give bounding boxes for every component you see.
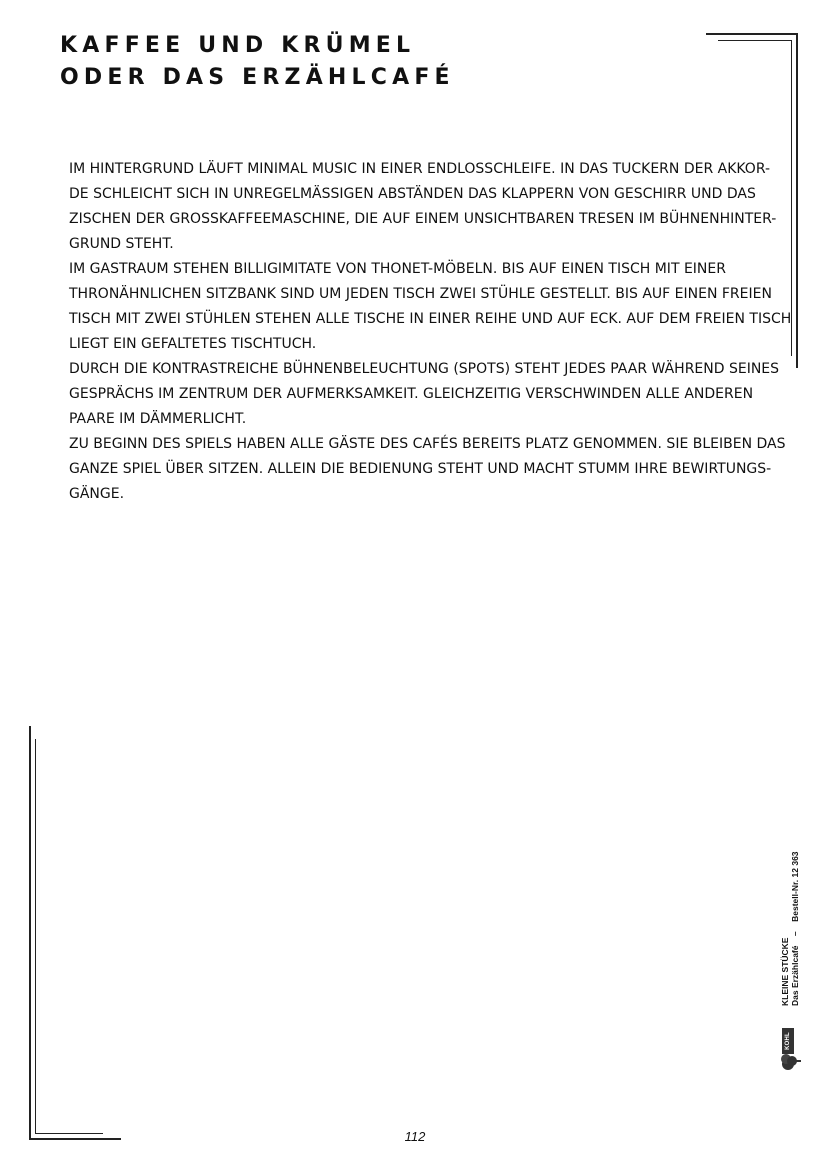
- publisher-logo-text: KOHL VERLAG: [782, 1028, 794, 1054]
- page-number: 112: [404, 1129, 426, 1144]
- body-line: GÄNGE.: [69, 486, 125, 502]
- body-line: IM HINTERGRUND LÄUFT MINIMAL MUSIC IN EINER ENDLOSSCHLEIFE. IN DAS TUCKERN DER AKKOR-: [69, 161, 771, 177]
- body-line: DE SCHLEICHT SICH IN UNREGELMÄSSIGEN ABSTÄNDEN DAS KLAPPERN VON GESCHIRR UND DAS: [69, 186, 756, 202]
- publisher-logo: [779, 1028, 801, 1072]
- page-title: [60, 30, 455, 94]
- side-imprint: [776, 812, 804, 1072]
- imprint-series: KLEINE STÜCKE: [780, 937, 790, 1006]
- corner-rule-top-vertical-outer: [796, 33, 798, 368]
- body-line: GANZE SPIEL ÜBER SITZEN. ALLEIN DIE BEDIENUNG STEHT UND MACHT STUMM IHRE BEWIRTUNGS-: [69, 461, 772, 477]
- body-line: THRONÄHNLICHEN SITZBANK SIND UM JEDEN TISCH ZWEI STÜHLE GESTELLT. BIS AUF EINEN FREIEN: [69, 286, 772, 302]
- imprint-text: [780, 851, 800, 1006]
- body-line: GRUND STEHT.: [69, 236, 174, 252]
- body-line: DURCH DIE KONTRASTREICHE BÜHNENBELEUCHTUNG (SPOTS) STEHT JEDES PAAR WÄHREND SEINES: [69, 361, 780, 377]
- corner-rule-bottom-vertical-inner: [35, 739, 36, 1134]
- body-line: LIEGT EIN GEFALTETES TISCHTUCH.: [69, 336, 317, 352]
- body-line: IM GASTRAUM STEHEN BILLIGIMITATE VON THONET-MÖBELN. BIS AUF EINEN TISCH MIT EINER: [69, 261, 726, 277]
- corner-rule-bottom-horizontal-outer: [29, 1138, 121, 1140]
- body-line: ZISCHEN DER GROSSKAFFEEMASCHINE, DIE AUF EINEM UNSICHTBAREN TRESEN IM BÜHNENHINTER-: [69, 211, 777, 227]
- corner-rule-top-horizontal-inner: [718, 40, 792, 41]
- body-text: [69, 157, 792, 507]
- corner-rule-bottom-vertical-outer: [29, 726, 31, 1139]
- corner-rule-top-horizontal-outer: [706, 33, 797, 35]
- body-line: PAARE IM DÄMMERLICHT.: [69, 411, 247, 427]
- title-line-2: ODER DAS ERZÄHLCAFÉ: [60, 65, 455, 90]
- body-line: ZU BEGINN DES SPIELS HABEN ALLE GÄSTE DES CAFÉS BEREITS PLATZ GENOMMEN. SIE BLEIBEN DAS: [69, 436, 786, 452]
- imprint-separator: –: [790, 931, 800, 937]
- corner-rule-top-vertical-inner: [791, 40, 792, 356]
- order-number: Bestell-Nr. 12 363: [790, 851, 800, 922]
- body-line: GESPRÄCHS IM ZENTRUM DER AUFMERKSAMKEIT. GLEICHZEITIG VERSCHWINDEN ALLE ANDEREN: [69, 386, 754, 402]
- corner-rule-bottom-horizontal-inner: [35, 1133, 103, 1134]
- imprint-title-line: [790, 851, 800, 1006]
- body-line: TISCH MIT ZWEI STÜHLEN STEHEN ALLE TISCHE IN EINER REIHE UND AUF ECK. AUF DEM FREIEN TISCH: [69, 311, 792, 327]
- title-line-1: KAFFEE UND KRÜMEL: [60, 33, 416, 58]
- imprint-title: Das Erzählcafé: [790, 945, 800, 1006]
